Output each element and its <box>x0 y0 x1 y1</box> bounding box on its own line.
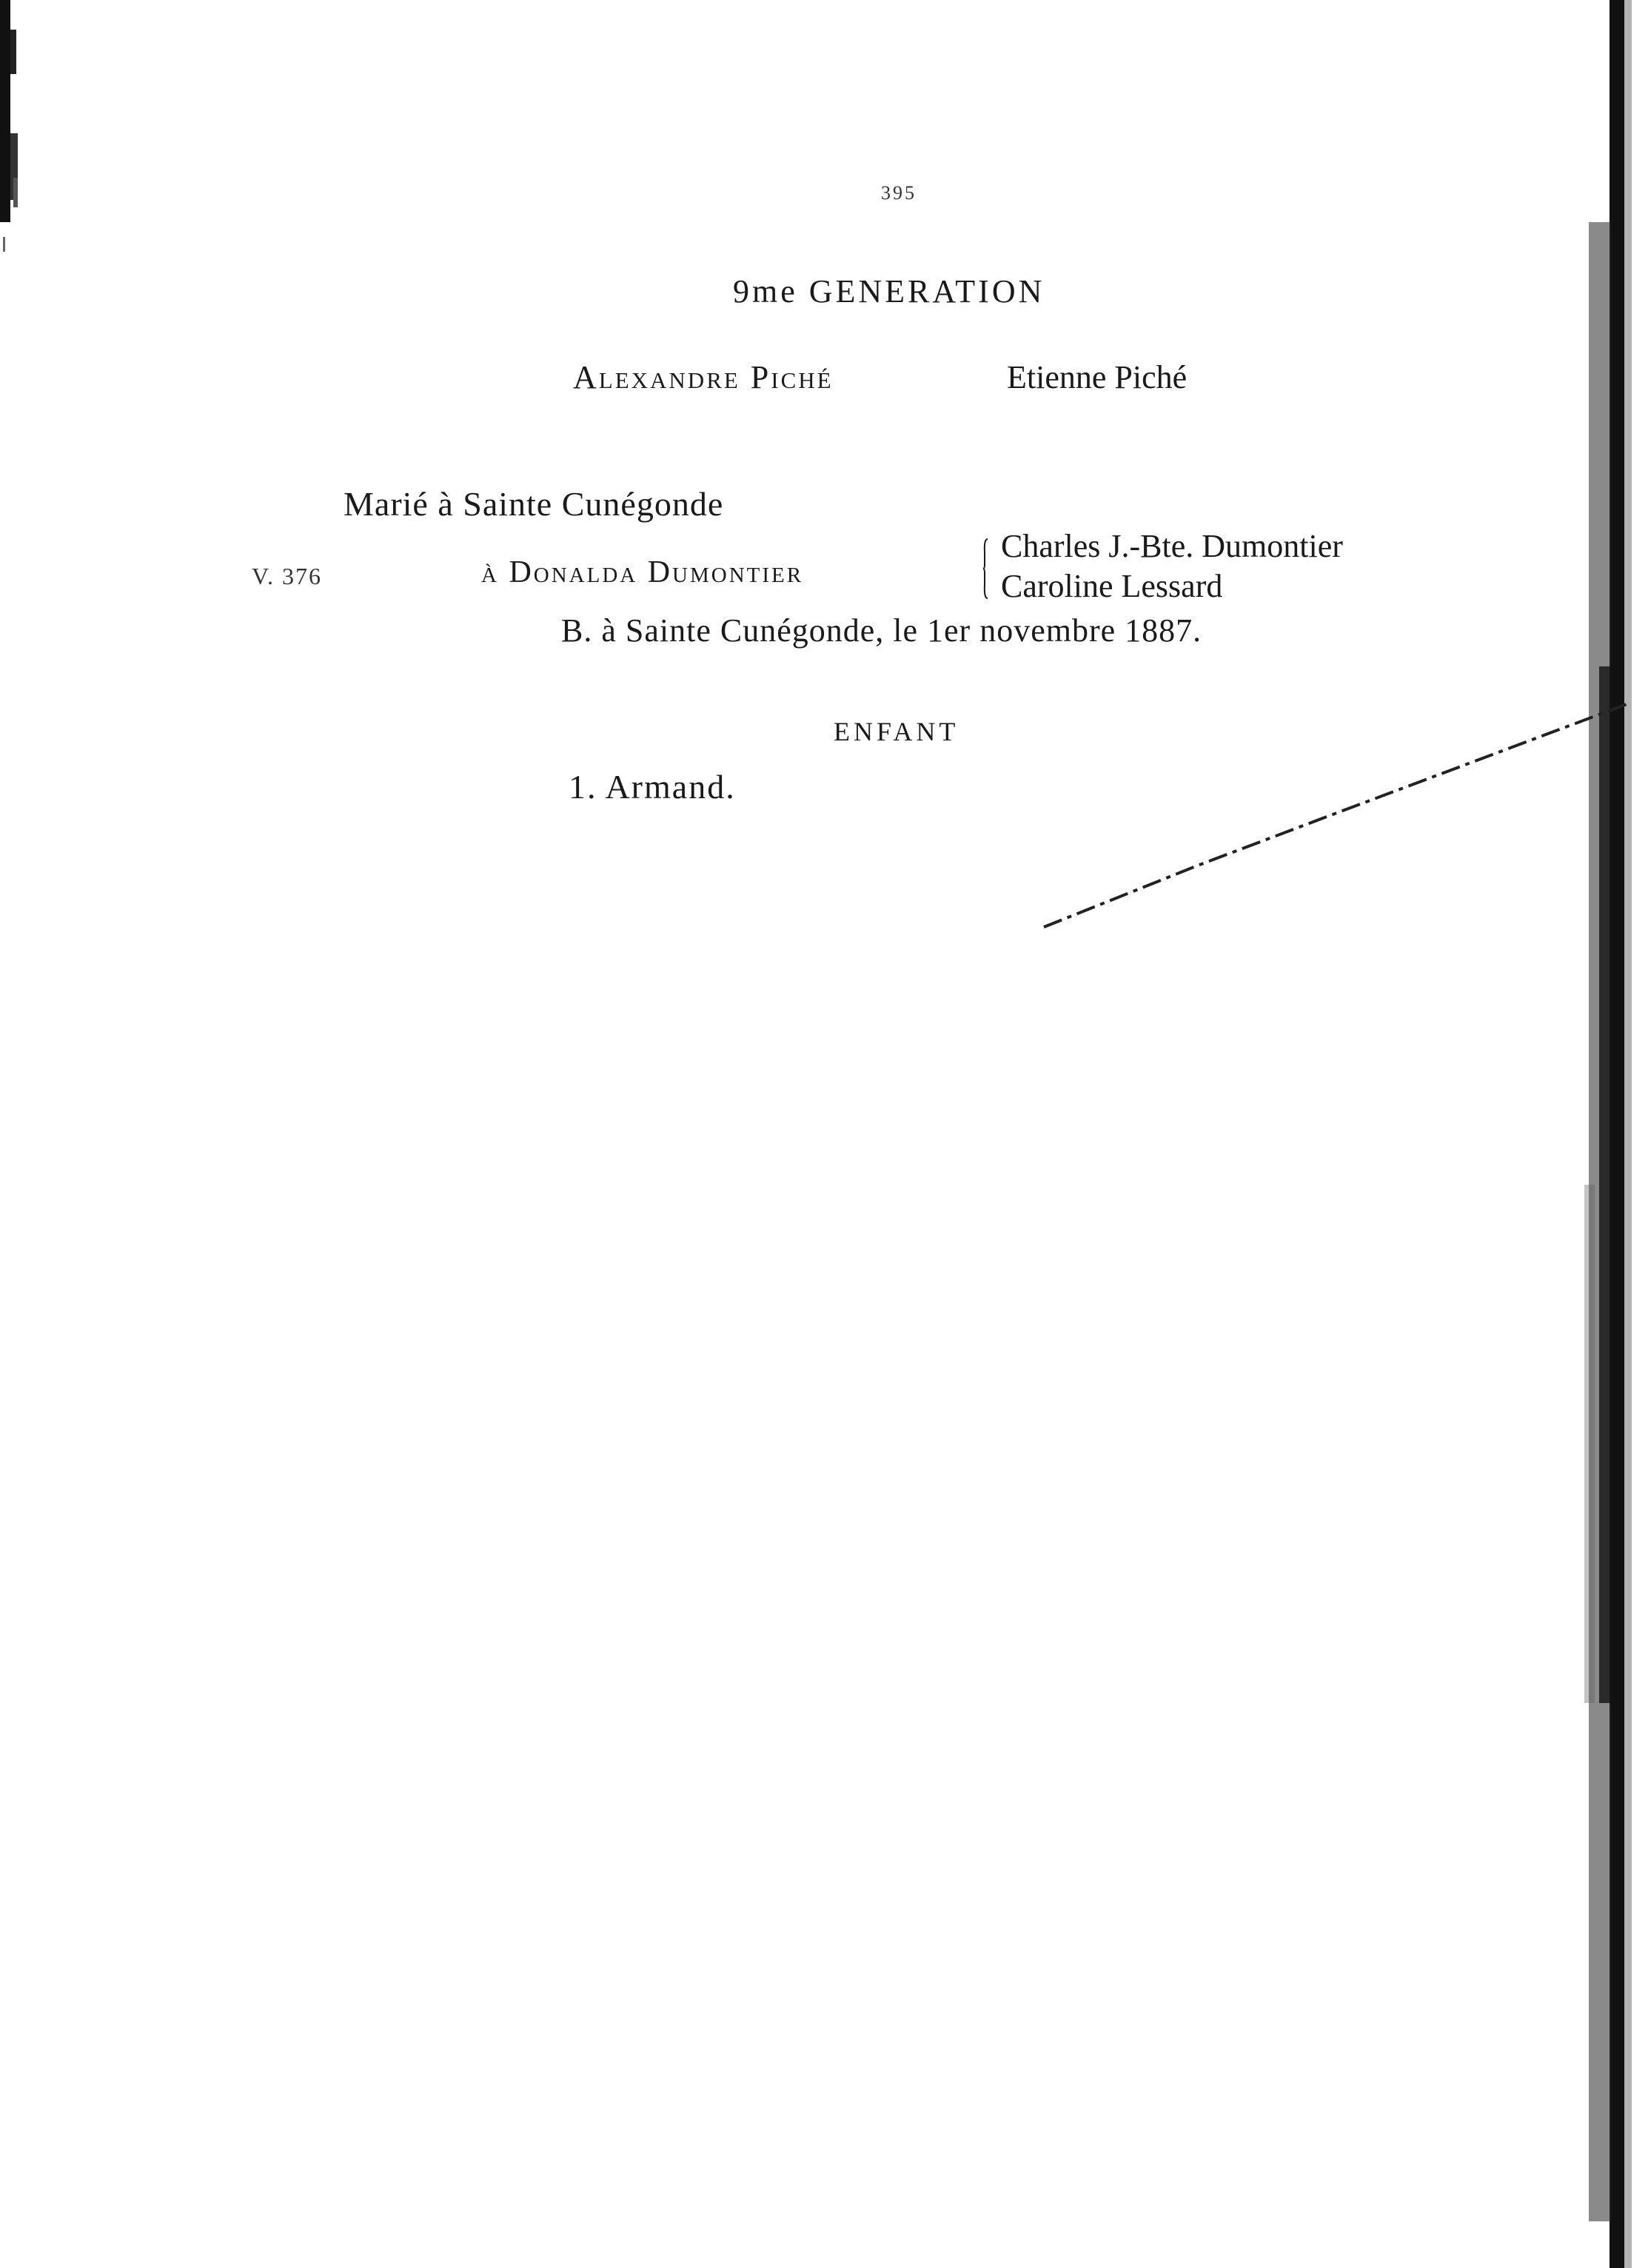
spouse-name: à Donalda Dumontier <box>481 555 804 589</box>
child-item: 1. Armand. <box>569 768 736 806</box>
marriage-place: Marié à Sainte Cunégonde <box>344 485 724 523</box>
subject-father: Etienne Piché <box>1007 359 1188 395</box>
birth-record: B. à Sainte Cunégonde, le 1er novembre 1887. <box>561 612 1202 649</box>
page-number: 395 <box>881 182 917 204</box>
scan-edge-left <box>0 0 25 267</box>
scan-edge-right <box>1570 0 1648 2268</box>
parents-brace <box>983 538 989 600</box>
generation-heading: 9me GENERATION <box>733 273 1045 310</box>
spouse-mother: Caroline Lessard <box>1001 568 1223 604</box>
volume-reference: V. 376 <box>252 563 322 589</box>
children-heading: ENFANT <box>834 717 959 746</box>
subject-name: Alexandre Piché <box>573 359 834 395</box>
spouse-father: Charles J.-Bte. Dumontier <box>1001 528 1343 564</box>
